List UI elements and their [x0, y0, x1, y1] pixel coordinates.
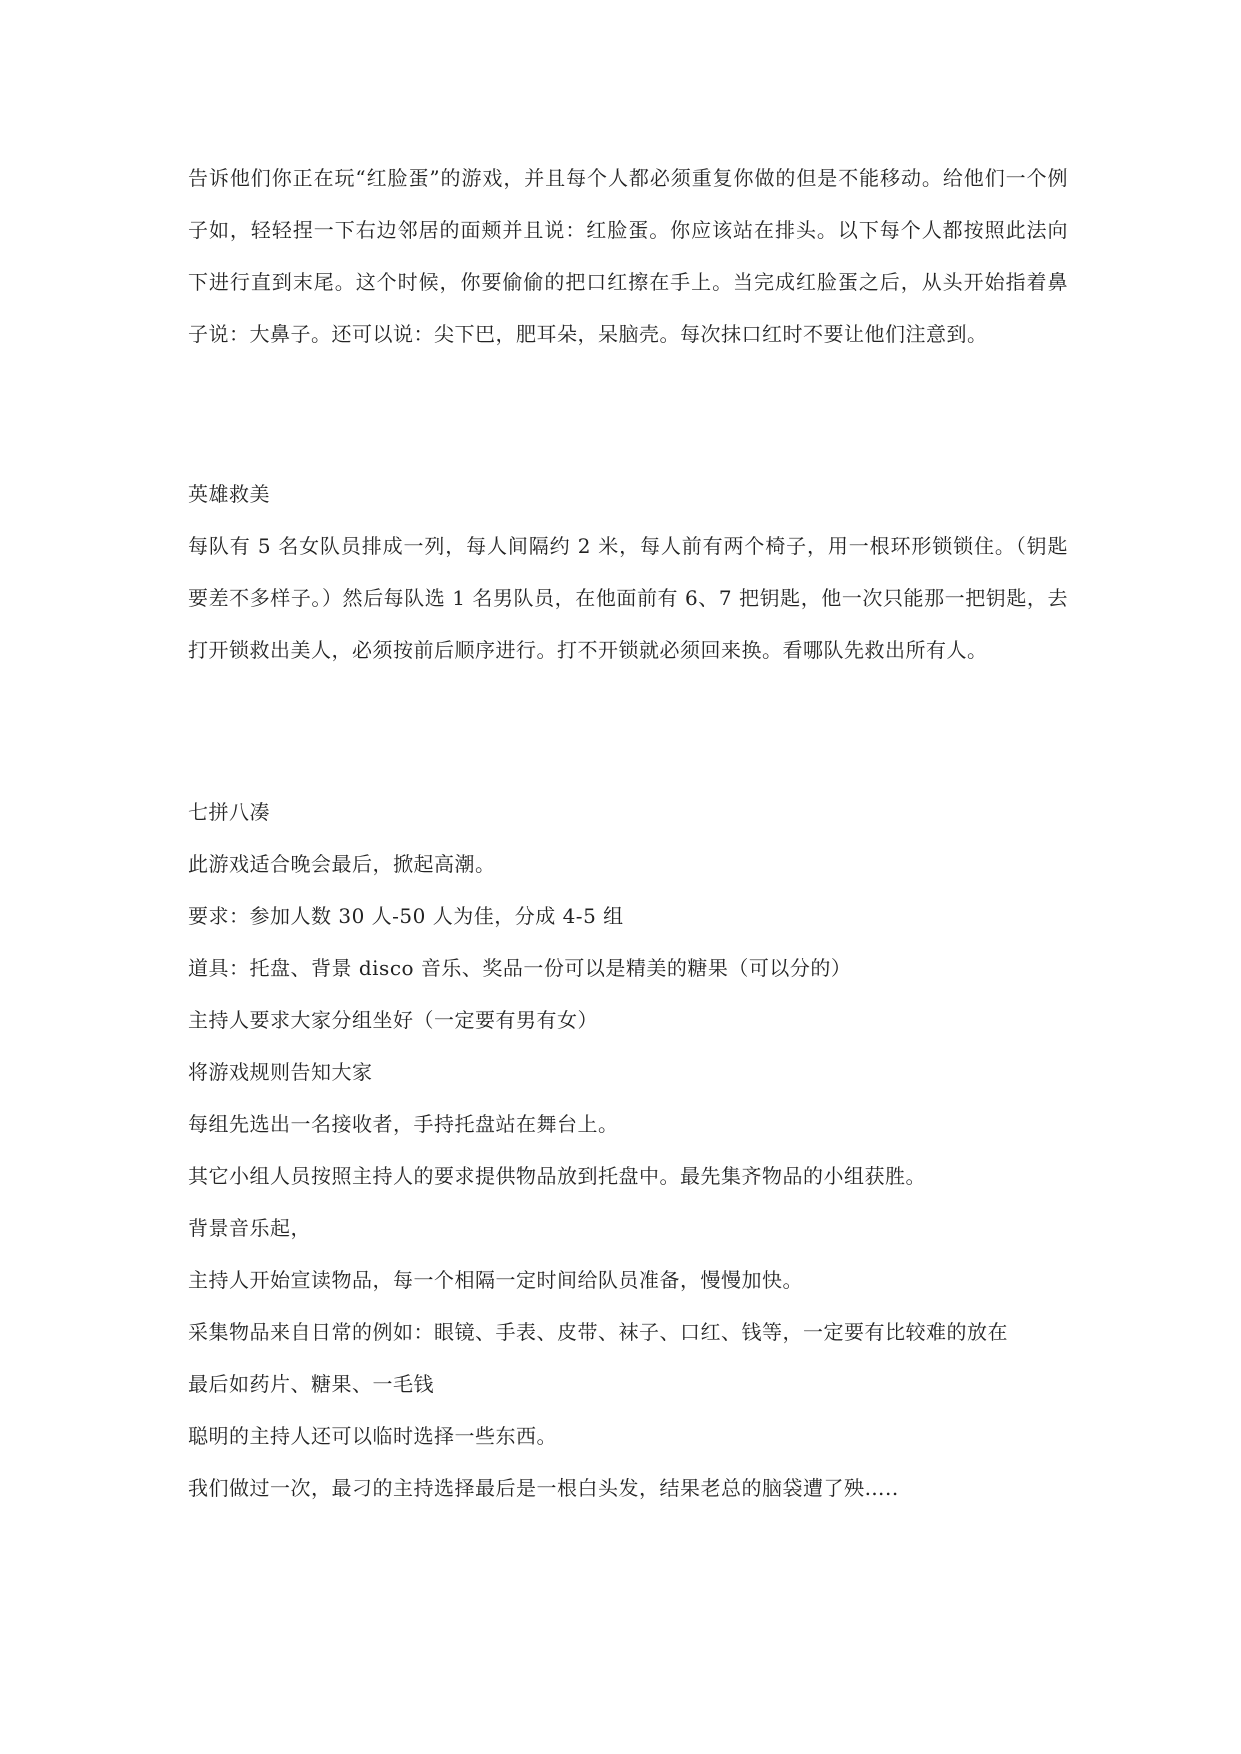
section3-line: 主持人要求大家分组坐好（一定要有男有女） — [188, 1008, 598, 1032]
section3-line: 将游戏规则告知大家 — [188, 1060, 373, 1084]
section3-line: 我们做过一次，最刁的主持选择最后是一根白头发，结果老总的脑袋遭了殃….. — [188, 1476, 899, 1500]
section3-line: 主持人开始宣读物品，每一个相隔一定时间给队员准备，慢慢加快。 — [188, 1268, 803, 1292]
section3-line: 聪明的主持人还可以临时选择一些东西。 — [188, 1424, 557, 1448]
section-spacer — [188, 676, 1068, 786]
section2-title: 英雄救美 — [188, 482, 270, 506]
section3-line: 每组先选出一名接收者，手持托盘站在舞台上。 — [188, 1112, 619, 1136]
section3-line: 背景音乐起， — [188, 1216, 311, 1240]
section-spacer — [188, 360, 1068, 468]
document-content — [188, 152, 1068, 1514]
section3-title: 七拼八凑 — [188, 800, 270, 824]
section3-line: 采集物品来自日常的例如：眼镜、手表、皮带、袜子、口红、钱等，一定要有比较难的放在 — [188, 1320, 1008, 1344]
section2-paragraph: 每队有 5 名女队员排成一列，每人间隔约 2 米，每人前有两个椅子，用一根环形锁锁住。（钥匙要差不多样子。）然后每队选 1 名男队员，在他面前有 6、7 把钥匙，他一次只能那一把钥匙，去打开锁救出美人，必须按前后顺序进行。打不开锁就必须回来换。看哪队先救出所有人。 — [188, 534, 1068, 662]
section3-line: 道具：托盘、背景 disco 音乐、奖品一份可以是精美的糖果（可以分的） — [188, 956, 852, 980]
section3-line: 要求：参加人数 30 人-50 人为佳，分成 4-5 组 — [188, 904, 624, 928]
section3-line: 此游戏适合晚会最后，掀起高潮。 — [188, 852, 496, 876]
section3-line: 最后如药片、糖果、一毛钱 — [188, 1372, 434, 1396]
section3-line: 其它小组人员按照主持人的要求提供物品放到托盘中。最先集齐物品的小组获胜。 — [188, 1164, 926, 1188]
section1-paragraph: 告诉他们你正在玩“红脸蛋”的游戏，并且每个人都必须重复你做的但是不能移动。给他们一个例子如，轻轻捏一下右边邻居的面颊并且说：红脸蛋。你应该站在排头。以下每个人都按照此法向下进行直到末尾。这个时候，你要偷偷的把口红擦在手上。当完成红脸蛋之后，从头开始指着鼻子说：大鼻子。还可以说：尖下巴，肥耳朵，呆脑壳。每次抹口红时不要让他们注意到。 — [188, 166, 1068, 346]
